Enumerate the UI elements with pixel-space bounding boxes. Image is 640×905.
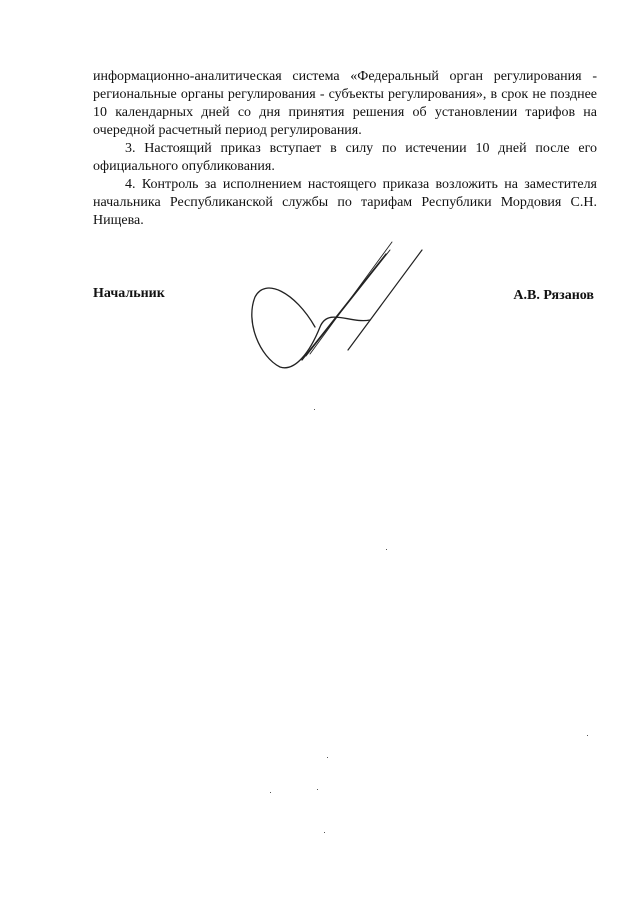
handwritten-signature — [240, 232, 440, 382]
scan-speck — [327, 757, 328, 758]
document-body — [93, 68, 597, 230]
paragraph-item-4: 4. Контроль за исполнением настоящего приказа возложить на заместителя начальника Республиканской службы по тарифам Республики Мордовия С.Н. Нищева. — [93, 177, 597, 228]
scan-speck — [317, 789, 318, 790]
paragraph-item-3: 3. Настоящий приказ вступает в силу по истечении 10 дней после его официального опубликования. — [93, 141, 597, 174]
signatory-role: Начальник — [93, 286, 165, 301]
scan-speck — [386, 549, 387, 550]
scan-speck — [270, 792, 271, 793]
paragraph-continuation: информационно-аналитическая система «Федеральный орган регулирования - региональные органы регулирования - субъекты регулирования», в срок не позднее 10 календарных дней со дня принятия решения об установлении тарифов на очередной расчетный период регулирования. — [93, 69, 597, 138]
scan-speck — [314, 409, 315, 410]
scan-speck — [324, 832, 325, 833]
signatory-name: А.В. Рязанов — [513, 288, 594, 303]
scan-speck — [587, 735, 588, 736]
